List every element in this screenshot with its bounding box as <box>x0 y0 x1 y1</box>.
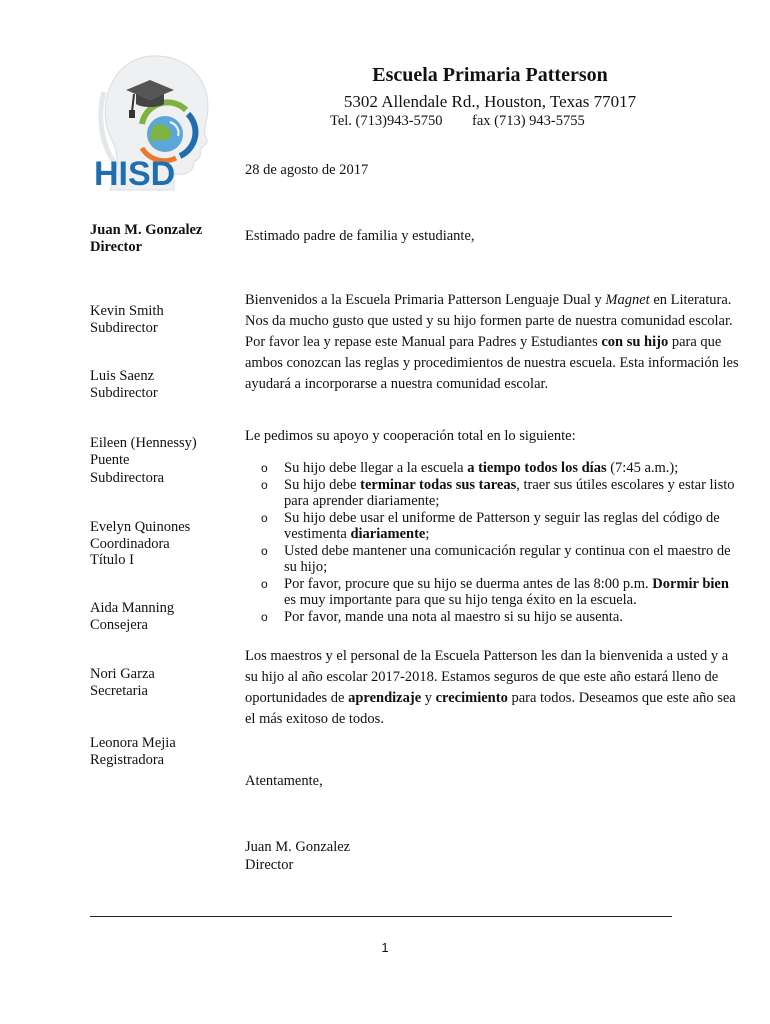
footer-divider <box>90 916 672 917</box>
paragraph-support-intro: Le pedimos su apoyo y cooperación total en lo siguiente: <box>245 428 576 444</box>
hisd-logo <box>90 52 220 192</box>
expectations-list <box>245 460 740 625</box>
page-number: 1 <box>381 940 389 955</box>
text-run: (7:45 a.m.); <box>606 460 679 476</box>
school-address: 5302 Allendale Rd., Houston, Texas 77017 <box>343 92 637 111</box>
text-run-bold: diariamente <box>350 526 426 542</box>
staff-entry <box>90 666 230 699</box>
staff-role: Secretaria <box>90 682 148 699</box>
text-run: para que ambos conozcan las reglas y procedimientos de nuestra escuela. Esta información les ayudará a incorporarse a nuestra comunidad escolar. <box>245 334 739 392</box>
signature-name: Juan M. Gonzalez <box>245 839 351 855</box>
text-run: Usted debe mantener una comunicación regular y continua con el maestro de su hijo; <box>284 542 731 575</box>
bullet-marker: o <box>261 461 268 475</box>
staff-entry <box>90 735 230 768</box>
text-run: y <box>421 690 436 706</box>
text-run: Su hijo debe <box>284 476 361 493</box>
list-item <box>245 576 740 609</box>
school-fax: fax (713) 943-5755 <box>472 113 585 129</box>
bullet-marker: o <box>261 609 268 624</box>
text-run: en Literatura. Nos da mucho gusto que usted y su hijo formen parte de nuestra comunidad escolar. Por favor lea y repase este Manual para Padres y Estudiantes <box>245 292 733 350</box>
letter-greeting: Estimado padre de familia y estudiante, <box>245 228 475 244</box>
text-run: Los maestros y el personal de la Escuela Patterson les dan la bienvenida a usted y a su hijo al año escolar 2017-2018. Estamos seguros de que este año estará lleno de oportunidades de <box>245 648 729 706</box>
text-run-italic: Magnet <box>605 292 650 308</box>
staff-entry <box>90 519 230 569</box>
signature-title: Director <box>245 857 294 873</box>
text-run-bold: a tiempo todos los días <box>467 460 607 476</box>
text-run: Bienvenidos a la Escuela Primaria Patterson Lenguaje Dual y <box>245 292 606 308</box>
staff-role: Director <box>90 238 143 255</box>
school-name: Escuela Primaria Patterson <box>372 64 608 86</box>
staff-name: Nori Garza <box>90 666 155 682</box>
staff-role: Coordinadora <box>90 535 170 552</box>
bullet-marker: o <box>261 510 268 525</box>
staff-name-line2: Puente <box>90 451 130 468</box>
text-run-bold: Dormir bien <box>652 575 729 592</box>
bullet-marker: o <box>261 576 268 591</box>
staff-entry-director <box>90 222 230 255</box>
staff-entry <box>90 368 230 401</box>
staff-role: Subdirector <box>90 384 158 401</box>
list-item <box>245 543 740 576</box>
staff-name: Eileen (Hennessy) <box>90 435 197 451</box>
bullet-marker: o <box>261 477 268 492</box>
staff-name: Kevin Smith <box>90 303 164 319</box>
letter-closing: Atentamente, <box>245 773 323 789</box>
text-run-bold: aprendizaje <box>348 690 422 706</box>
text-run-bold: terminar todas sus tareas <box>360 476 517 493</box>
list-item <box>245 510 740 543</box>
text-run: , traer sus útiles escolares y estar listo para aprender diariamente; <box>284 476 735 509</box>
staff-role: Subdirectora <box>90 470 165 486</box>
signature-block <box>245 838 740 874</box>
list-item <box>245 477 740 510</box>
staff-role: Consejera <box>90 616 148 633</box>
paragraph-welcome-year <box>245 646 740 730</box>
letter-date: 28 de agosto de 2017 <box>245 162 369 178</box>
text-run: Por favor, mande una nota al maestro si su hijo se ausenta. <box>284 608 623 625</box>
staff-entry <box>90 303 230 336</box>
text-run: Su hijo debe llegar a la escuela <box>284 460 468 476</box>
text-run-bold: con su hijo <box>601 334 669 350</box>
staff-name: Evelyn Quinones <box>90 519 191 535</box>
staff-entry <box>90 600 230 633</box>
staff-name: Juan M. Gonzalez <box>90 222 203 238</box>
logo-text: HISD <box>94 155 176 192</box>
bullet-marker: o <box>261 543 268 558</box>
staff-entry <box>90 435 230 487</box>
text-run: es muy importante para que su hijo tenga éxito en la escuela. <box>284 592 637 608</box>
text-run-bold: crecimiento <box>435 690 508 706</box>
staff-name: Luis Saenz <box>90 368 155 384</box>
staff-role-line2: Título I <box>90 552 134 568</box>
graduation-head-logo-icon <box>90 52 220 192</box>
list-item <box>245 609 740 626</box>
text-run: Por favor, procure que su hijo se duerma antes de las 8:00 p.m. <box>284 575 653 592</box>
text-run: para todos. Deseamos que este año sea el más exitoso de todos. <box>245 690 736 727</box>
text-run: Su hijo debe usar el uniforme de Patterson y seguir las reglas del código de vestimenta <box>284 509 720 542</box>
paragraph-welcome <box>245 290 740 395</box>
staff-name: Aida Manning <box>90 600 175 616</box>
staff-role: Subdirector <box>90 319 158 336</box>
list-item <box>245 460 740 477</box>
school-phone: Tel. (713)943-5750 <box>330 113 443 129</box>
text-run: ; <box>425 526 430 542</box>
staff-role: Registradora <box>90 751 165 768</box>
staff-name: Leonora Mejia <box>90 735 176 751</box>
